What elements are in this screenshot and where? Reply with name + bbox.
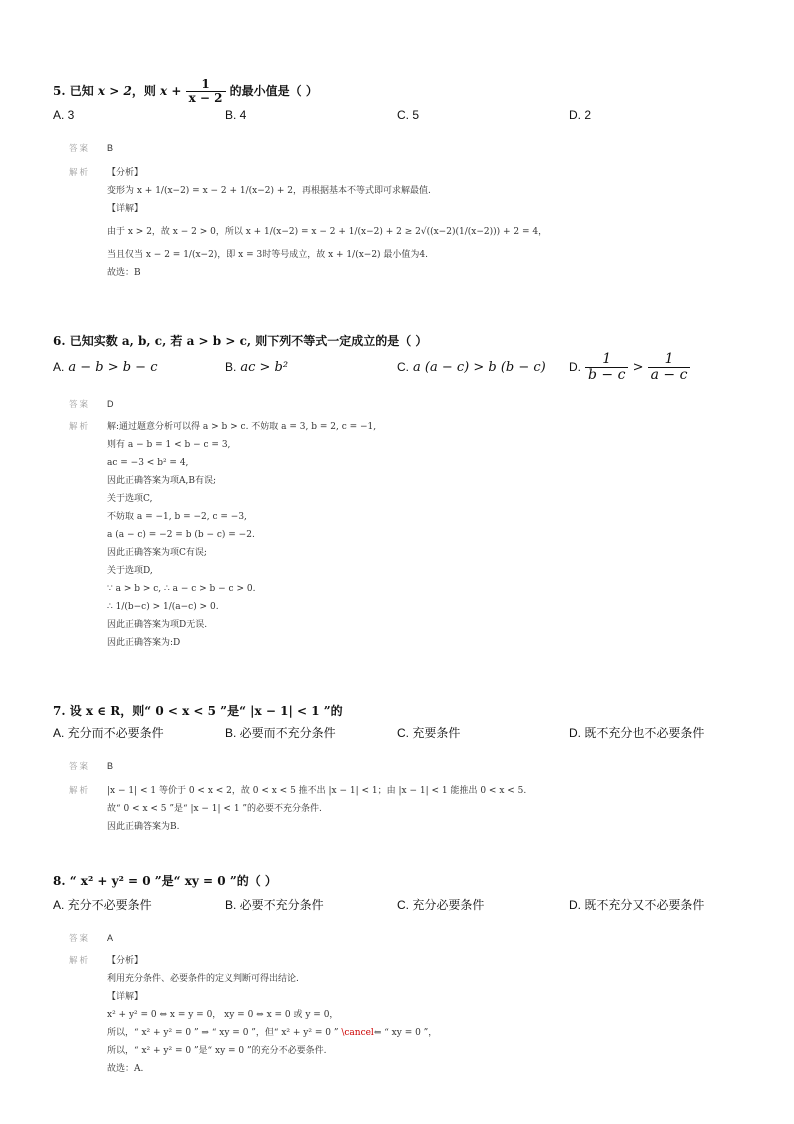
analysis-body	[107, 952, 753, 1078]
analysis-line: 不妨取 a = −1, b = −2, c = −3,	[107, 512, 247, 522]
analysis-line: 所以，“ x² + y² = 0 ”是“ xy = 0 ”的充分不必要条件.	[107, 1046, 327, 1056]
option-d[interactable]: D. $\frac{1}{b - c}$ > $\frac{1}{a - c}$	[569, 352, 690, 383]
question-stem	[53, 77, 753, 105]
analysis-line: 因此正确答案为B.	[107, 822, 180, 832]
analysis-line: 关于选项D,	[107, 566, 153, 576]
analysis-line: 变形为 x + 1/(x−2) = x − 2 + 1/(x−2) + 2，再根据基本不等式即可求解最值.	[107, 186, 431, 196]
analysis-line: 当且仅当 x − 2 = 1/(x−2)，即 x = 3时等号成立，故 x + 1/(x−2) 最小值为4.	[107, 250, 429, 260]
analysis-line: ac = −3 < b² = 4,	[107, 458, 189, 468]
option-a[interactable]: A. 充分而不必要条件	[53, 726, 164, 740]
answer-block	[69, 138, 753, 158]
fraction-denominator: b − c	[588, 367, 626, 383]
question-5	[53, 78, 753, 282]
question-8	[53, 870, 753, 1078]
answer-block	[69, 394, 753, 414]
option-d[interactable]: D. 2	[569, 108, 592, 122]
options	[53, 352, 753, 386]
answer-label: 答案	[69, 143, 91, 153]
options	[53, 894, 753, 916]
option-b[interactable]	[225, 356, 288, 379]
fraction	[585, 352, 628, 383]
analysis-line: 则有 a − b = 1 < b − c = 3,	[107, 440, 231, 450]
analysis-line: 【分析】	[107, 168, 144, 178]
analysis-label: 解析	[69, 167, 91, 177]
analysis-line: 【详解】	[107, 204, 144, 214]
option-d[interactable]: D. 既不充分又不必要条件	[569, 898, 705, 912]
analysis-line: 故“ 0 < x < 5 ”是“ |x − 1| < 1 ”的必要不充分条件.	[107, 804, 322, 814]
analysis-label: 解析	[69, 421, 91, 431]
question-stem: 6. 已知实数 a, b, c, 若 a > b > c, 则下列不等式一定成立的是（ ）	[53, 334, 428, 348]
option-letter: C.	[397, 360, 409, 374]
option-letter: B.	[225, 360, 237, 374]
option-b[interactable]: B. 必要不充分条件	[225, 898, 324, 912]
answer-value: A	[107, 933, 114, 943]
analysis-line: ∵ a > b > c, ∴ a − c > b − c > 0.	[107, 584, 256, 594]
analysis-body	[107, 418, 753, 652]
option-text: a − b > b − c	[68, 360, 158, 375]
answer-block	[69, 928, 753, 948]
option-c[interactable]	[397, 356, 546, 379]
analysis-line: ∴ 1/(b−c) > 1/(a−c) > 0.	[107, 602, 219, 612]
option-text: a (a − c) > b (b − c)	[413, 360, 546, 375]
options	[53, 722, 753, 744]
stem-math: x > 2	[97, 84, 132, 98]
analysis-line: x² + y² = 0 ⇔ x = y = 0， xy = 0 ⇔ x = 0 或 y = 0，	[107, 1010, 339, 1020]
stem-text: ，则	[131, 84, 160, 98]
fraction-numerator: 1	[585, 352, 628, 368]
question-stem: 7. 设 x ∈ R，则“ 0 < x < 5 ”是“ |x − 1| < 1 ”的	[53, 704, 343, 718]
stem-text: 的最小值是（ ）	[225, 84, 318, 98]
analysis-label: 解析	[69, 785, 91, 795]
analysis-line: 因此正确答案为:D	[107, 638, 181, 648]
analysis-line: 利用充分条件、必要条件的定义判断可得出结论.	[107, 974, 299, 984]
answer-value: B	[107, 143, 114, 153]
analysis-block	[69, 782, 753, 836]
option-c[interactable]: C. 5	[397, 108, 420, 122]
analysis-block	[69, 952, 753, 1078]
analysis-line: |x − 1| < 1 等价于 0 < x < 2，故 0 < x < 5 推不出 |x − 1| < 1；由 |x − 1| < 1 能推出 0 < x < 5.	[107, 786, 527, 796]
stem-text: 5. 已知	[53, 84, 98, 98]
option-c[interactable]: C. 充分必要条件	[397, 898, 485, 912]
answer-value: D	[107, 399, 114, 409]
cancel-macro: \cancel	[341, 1028, 374, 1038]
option-letter: A.	[53, 360, 65, 374]
analysis-body	[107, 164, 753, 282]
fraction	[648, 352, 691, 383]
analysis-line: 因此正确答案为项A,B有误;	[107, 476, 217, 486]
analysis-line: 故选：A.	[107, 1064, 144, 1074]
analysis-text: 所以，“ x² + y² = 0 ” ⇒ “ xy = 0 ”，但“ x² + y² = 0 ”	[107, 1028, 339, 1038]
fraction-denominator: x − 2	[188, 91, 223, 105]
question-7	[53, 700, 753, 836]
analysis-line	[107, 1024, 753, 1042]
analysis-line: a (a − c) = −2 = b (b − c) = −2.	[107, 530, 255, 540]
option-letter: D.	[569, 360, 581, 374]
analysis-block	[69, 418, 753, 652]
analysis-body	[107, 782, 753, 836]
answer-label: 答案	[69, 399, 91, 409]
analysis-line: 由于 x > 2，故 x − 2 > 0，所以 x + 1/(x−2) = x − 2 + 1/(x−2) + 2 ≥ 2√((x−2)(1/(x−2))) + 2 = 4，	[107, 227, 548, 237]
question-stem: 8. “ x² + y² = 0 ”是“ xy = 0 ”的（ ）	[53, 874, 277, 888]
analysis-label: 解析	[69, 955, 91, 965]
analysis-line: 因此正确答案为项D无误.	[107, 620, 208, 630]
stem-math: x +	[160, 84, 186, 98]
option-text: ac > b²	[240, 360, 289, 375]
option-b[interactable]: B. 必要而不充分条件	[225, 726, 336, 740]
fraction-numerator: 1	[186, 78, 226, 92]
analysis-line: 解:通过题意分析可以得 a > b > c. 不妨取 a = 3, b = 2, c = −1,	[107, 422, 377, 432]
options	[53, 104, 753, 126]
analysis-line: 【详解】	[107, 992, 144, 1002]
analysis-line: 【分析】	[107, 956, 144, 966]
fraction-denominator: a − c	[650, 367, 688, 383]
answer-value: B	[107, 761, 114, 771]
analysis-text: ⇐ “ xy = 0 ”，	[373, 1028, 438, 1038]
fraction-numerator: 1	[648, 352, 691, 368]
analysis-line: 关于选项C,	[107, 494, 153, 504]
option-d[interactable]: D. 既不充分也不必要条件	[569, 726, 705, 740]
stem-fraction	[186, 78, 226, 105]
analysis-line: 故选：B	[107, 268, 141, 278]
option-a[interactable]: A. 3	[53, 108, 75, 122]
option-c[interactable]: C. 充要条件	[397, 726, 461, 740]
analysis-line: 因此正确答案为项C有误;	[107, 548, 207, 558]
option-a[interactable]	[53, 356, 158, 379]
option-b[interactable]: B. 4	[225, 108, 247, 122]
option-a[interactable]: A. 充分不必要条件	[53, 898, 152, 912]
analysis-block	[69, 164, 753, 282]
answer-label: 答案	[69, 761, 91, 771]
question-6	[53, 330, 753, 652]
answer-label: 答案	[69, 933, 91, 943]
answer-block	[69, 756, 753, 776]
